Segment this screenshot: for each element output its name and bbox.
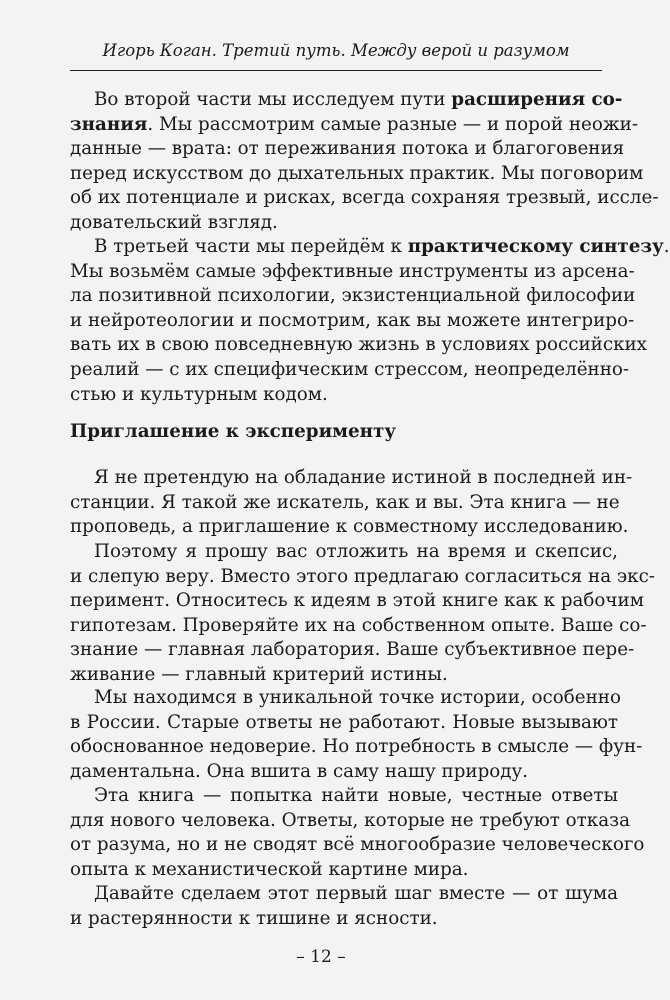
- text-line: об их потенциале и рисках, всегда сохраняя трезвый, иссле-: [70, 187, 659, 209]
- text-line: гипотезам. Проверяйте их на собственном опыте. Ваше со-: [70, 614, 647, 636]
- page-number: – 12 –: [296, 947, 346, 967]
- text-line: довательский взгляд.: [70, 211, 278, 233]
- text-line: В третьей части мы перейдём к практическому синтезу.: [94, 236, 670, 257]
- text-line: обоснованное недоверие. Но потребность в смысле — фун-: [70, 736, 643, 758]
- section-heading: Приглашение к эксперименту: [70, 421, 397, 442]
- text-line: реалий — с их специфическим стрессом, неопределённо-: [70, 358, 630, 380]
- text-line: Мы возьмём самые эффективные инструменты из арсена-: [70, 260, 635, 282]
- text-line: и слепую веру. Вместо этого предлагаю согласиться на экс-: [70, 565, 655, 587]
- section-paragraph-3: [70, 686, 643, 784]
- section-paragraph-2: [70, 540, 655, 688]
- text-line: проповедь, а приглашение к совместному исследованию.: [70, 516, 629, 538]
- header-rule: [70, 70, 602, 71]
- text-line: и растерянности к тишине и ясности.: [70, 907, 438, 929]
- text-line: опыта к механистической картине мира.: [70, 858, 469, 880]
- text-line: от разума, но и не сводят всё многообразие человеческого: [70, 834, 645, 856]
- running-head: Игорь Коган. Третий путь. Между верой и разумом: [102, 41, 570, 60]
- text-line: стью и культурным кодом.: [70, 383, 328, 405]
- text-line: вать их в свою повседневную жизнь в условиях российских: [70, 334, 647, 356]
- section-paragraph-1: [70, 466, 633, 540]
- section-paragraph-5: [70, 882, 618, 931]
- text-line: ла позитивной психологии, экзистенциальной философии: [70, 285, 636, 307]
- text-line: и нейротеологии и посмотрим, как вы можете интегриро-: [70, 309, 635, 331]
- text-line: станции. Я такой же искатель, как и вы. Эта книга — не: [70, 491, 620, 513]
- text-line: данные — врата: от переживания потока и благоговения: [70, 138, 625, 160]
- text-line: Во второй части мы исследуем пути расширения со-: [94, 89, 623, 110]
- text-line: даментальна. Она вшита в саму нашу природу.: [70, 760, 529, 782]
- text-line: перимент. Относитесь к идеям в этой книге как к рабочим: [70, 590, 644, 612]
- text-line: знание — главная лаборатория. Ваше субъективное пере-: [70, 639, 635, 661]
- text-line: Я не претендую на обладание истиной в последней ин-: [94, 467, 633, 488]
- text-line: Давайте сделаем этот первый шаг вместе — от шума: [94, 883, 618, 904]
- text-line: Эта книга — попытка найти новые, честные ответы: [94, 785, 618, 806]
- text-line: Мы находимся в уникальной точке истории, особенно: [94, 687, 621, 708]
- paragraph-1: [70, 88, 659, 236]
- paragraph-2: [70, 235, 670, 407]
- text-line: Поэтому я прошу вас отложить на время и скепсис,: [94, 541, 618, 562]
- section-paragraph-4: [70, 784, 645, 882]
- text-line: живание — главный критерий истины.: [70, 663, 448, 685]
- text-line: в России. Старые ответы не работают. Новые вызывают: [70, 711, 618, 733]
- text-line: знания. Мы рассмотрим самые разные — и порой неожи-: [70, 113, 639, 135]
- text-line: для нового человека. Ответы, которые не требуют отказа: [70, 809, 630, 831]
- text-line: перед искусством до дыхательных практик. Мы поговорим: [70, 162, 644, 184]
